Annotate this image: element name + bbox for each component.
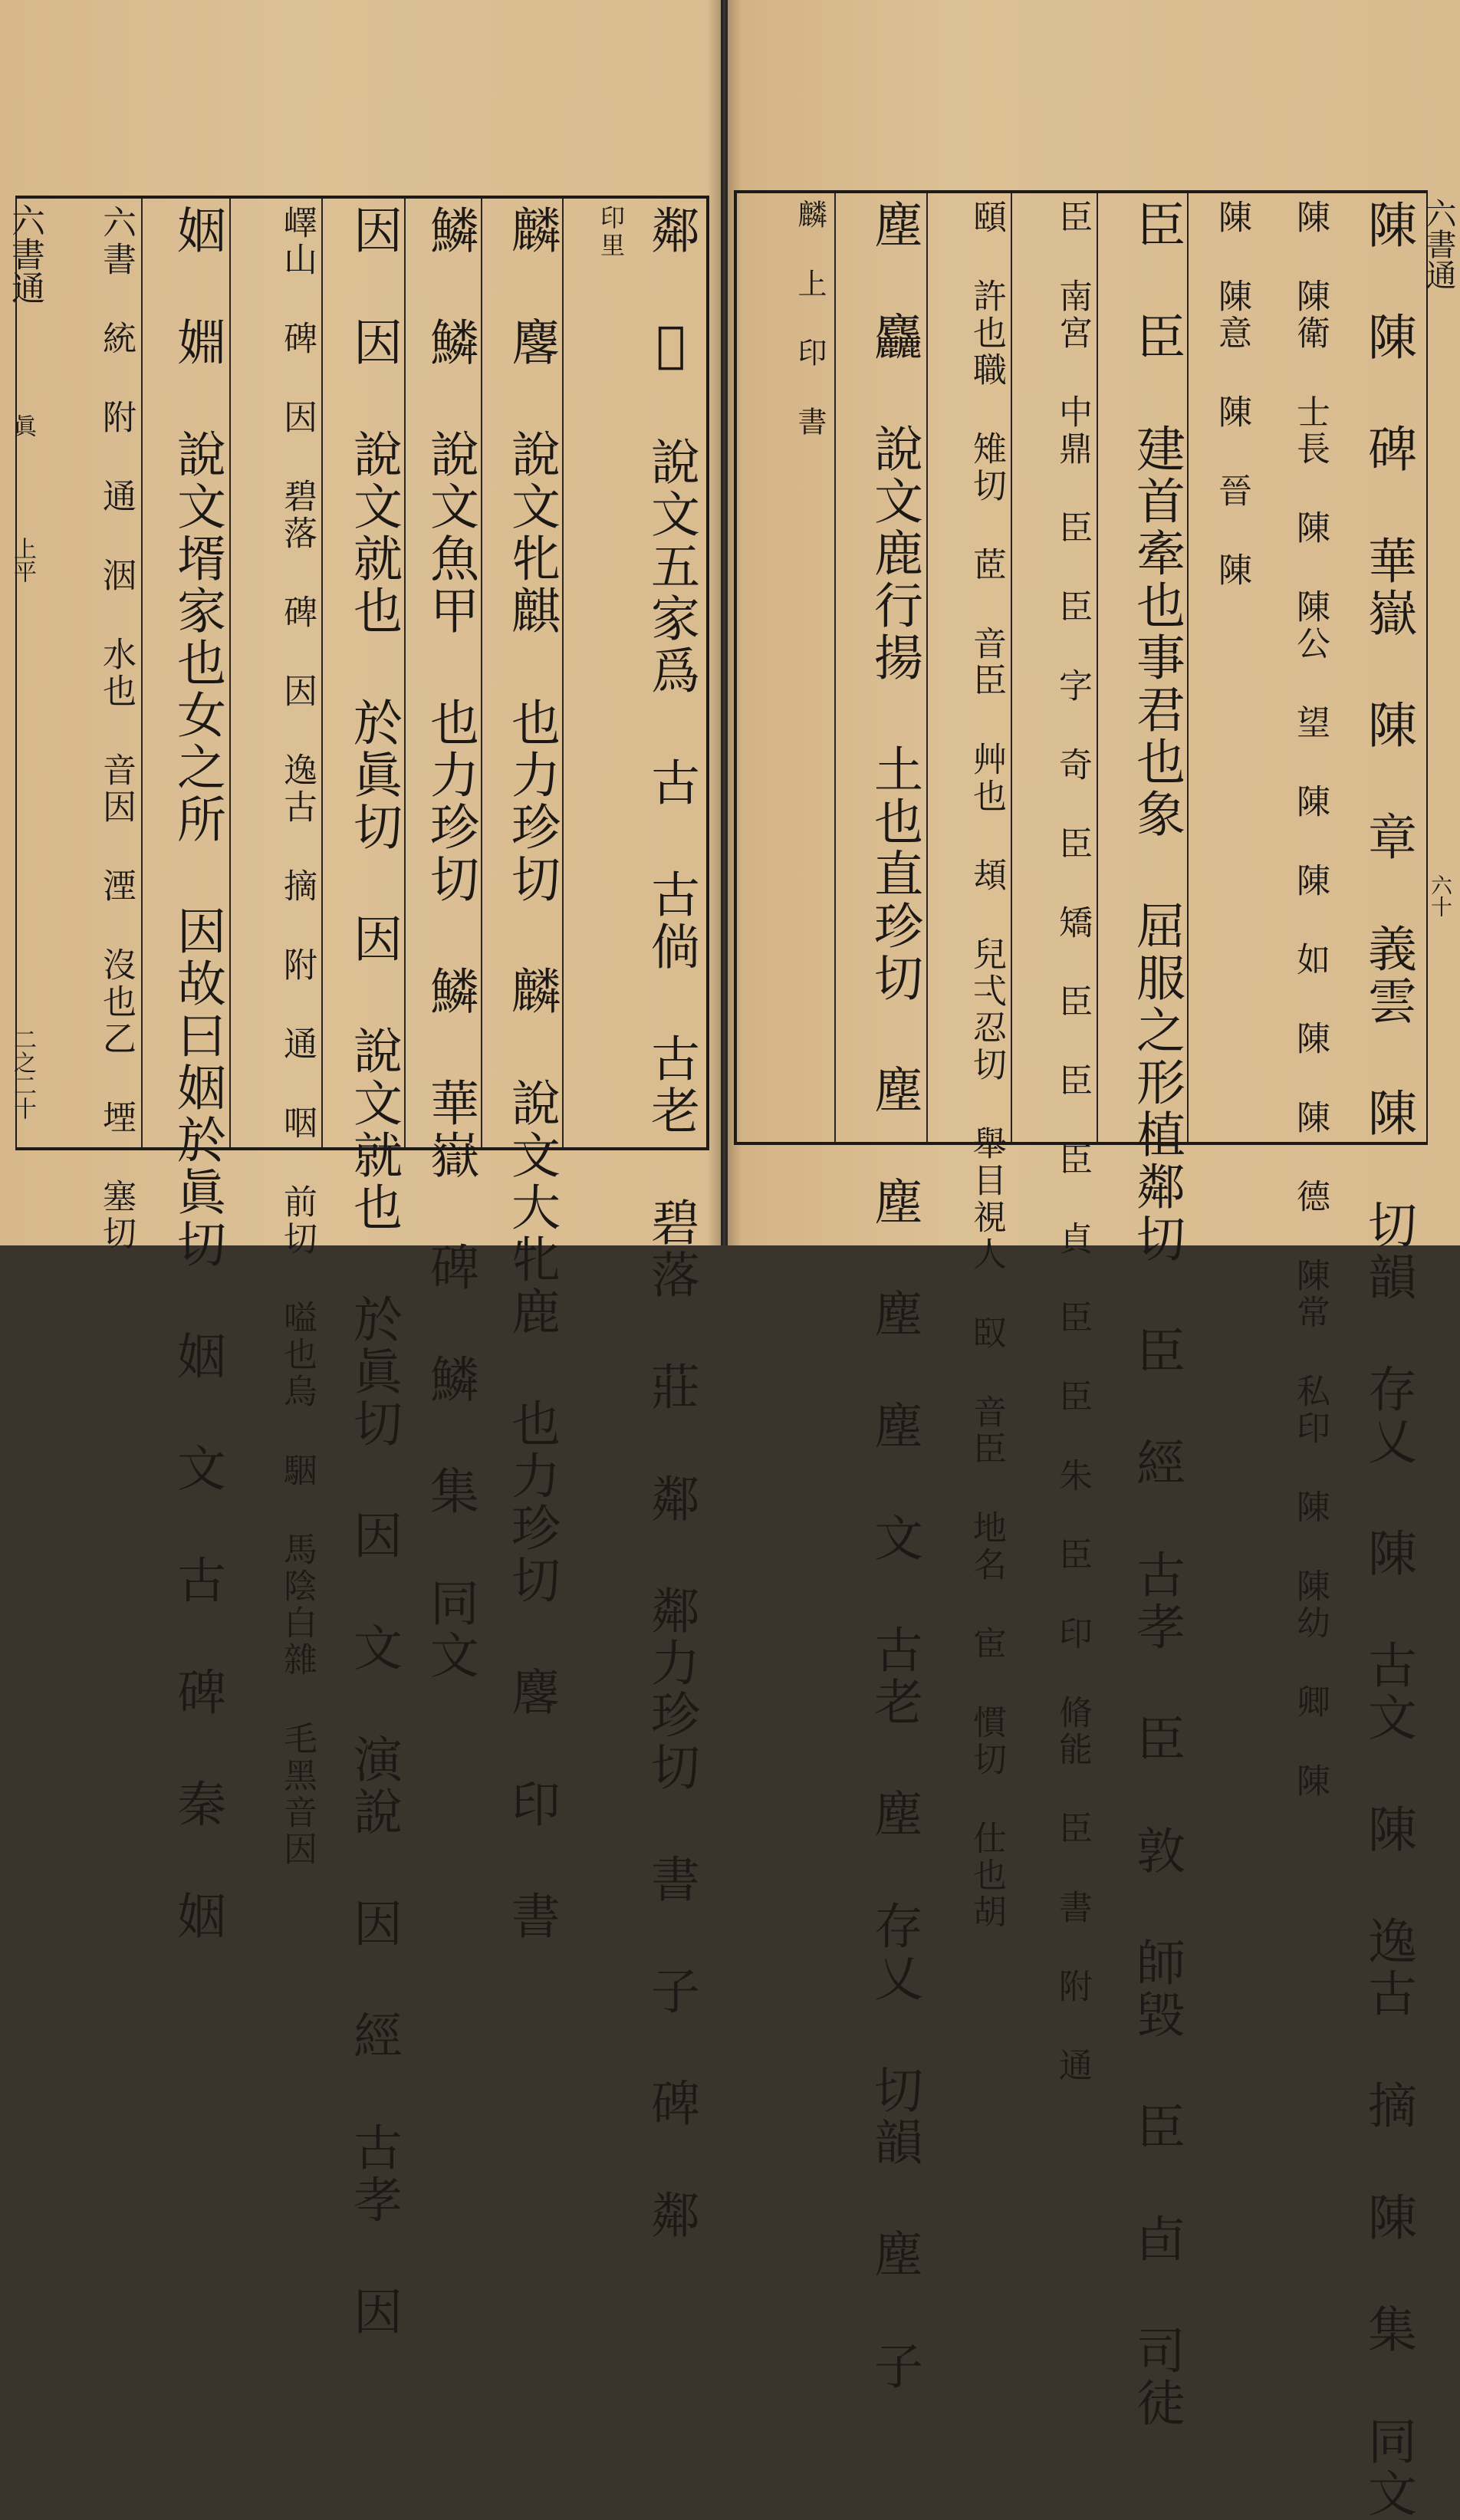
text-column-6: 嶧山 碑 因 碧落 碑 因 逸古 摘 附 通 咽 前切 嗌也烏 駰 馬陰白雜 毛黑音因 xyxy=(278,205,317,1868)
left-page xyxy=(0,0,723,2338)
text-column-1: 鄰 𨞵 說文五家爲 古 古倘 古老 碧落 莊 鄰 鄰力珍切 書 子 碑 鄰 xyxy=(643,205,699,2242)
text-column-3: 麟 麐 說文牝麒 也力珍切 麟 說文大牝鹿 也力珍切 麐 印 書 xyxy=(503,205,560,1943)
page-number: 六十 xyxy=(1428,874,1453,917)
column-divider xyxy=(1011,193,1012,1142)
text-column-4: 臣 臣 建首牽也事君也象 屈服之形植鄰切 臣 經 古孝 臣 敦 師毀 臣 卣 司徒 xyxy=(1128,199,1185,2430)
left-page-frame xyxy=(15,196,709,2338)
text-column-5: 因 因 說文就也 於眞切 因 說文就也 於眞切 因 文 演說 因 經 古孝 因 xyxy=(345,205,402,2338)
text-column-4: 鱗 鱗 說文魚甲 也力珍切 鱗 華嶽 碑 鱗 集 同文 xyxy=(422,205,478,1682)
column-divider xyxy=(229,199,231,1147)
column-divider xyxy=(481,199,482,1147)
text-column-1: 陳 陳 碑 華嶽 陳 章 義雲 陳 切韻 存乂 陳 古文 陳 逸古 摘 陳 集 同文 xyxy=(1360,199,1416,2520)
column-divider xyxy=(834,193,836,1142)
column-divider xyxy=(1187,193,1189,1142)
column-divider xyxy=(1097,193,1098,1142)
text-column-7: 姻 婣 說文壻家也女之所 因故曰姻於眞切 姻 文 古 碑 秦 姻 xyxy=(169,205,225,1943)
text-column-2: 陳 陳衛 士長 陳 陳公 望 陳 陳 如 陳 陳 德 陳常 私印 陳 陳幼 卿 陳 xyxy=(1291,199,1330,1800)
right-page-frame xyxy=(734,190,1428,2520)
column-divider xyxy=(562,199,564,1147)
right-page xyxy=(725,0,1460,2520)
tone-label: 上平 xyxy=(9,537,36,583)
text-column-6: 頤 許也職 雉切 茝 音臣 艸也 䪺 兒弌忍切 舉目視人 臤 音臣 地名 宦 慣切 仕也胡 xyxy=(967,199,1006,1931)
column-divider xyxy=(321,199,323,1147)
text-column-3: 陳 陳意 陳 晉 陳 xyxy=(1212,199,1251,589)
text-column-8: 六書 統 附 通 洇 水也 音因 湮 沒也乙 堙 塞切 xyxy=(97,205,136,1252)
text-column-5: 臣 南宮 中鼎 臣 臣 字 奇 臣 矯 臣 臣 臣 貞 臣 臣 朱 臣 印 脩能 臣 書 附 通 xyxy=(1053,199,1092,2084)
text-column-2: 印里 xyxy=(597,205,626,260)
text-column-7: 塵 麤 說文鹿行揚 土也直珍切 塵 塵 塵 塵 文 古老 塵 存乂 切韻 塵 子 xyxy=(866,199,922,2393)
column-divider xyxy=(926,193,928,1142)
rhyme-label: 眞 xyxy=(9,414,36,437)
book-title-margin: 六書通 xyxy=(1421,198,1456,290)
folio-number: 二之二十 xyxy=(9,1028,36,1120)
book-title-margin: 六書通 xyxy=(5,203,44,304)
text-column-8: 麟 上 印 書 xyxy=(793,199,827,439)
column-divider xyxy=(141,199,143,1147)
column-divider xyxy=(404,199,406,1147)
